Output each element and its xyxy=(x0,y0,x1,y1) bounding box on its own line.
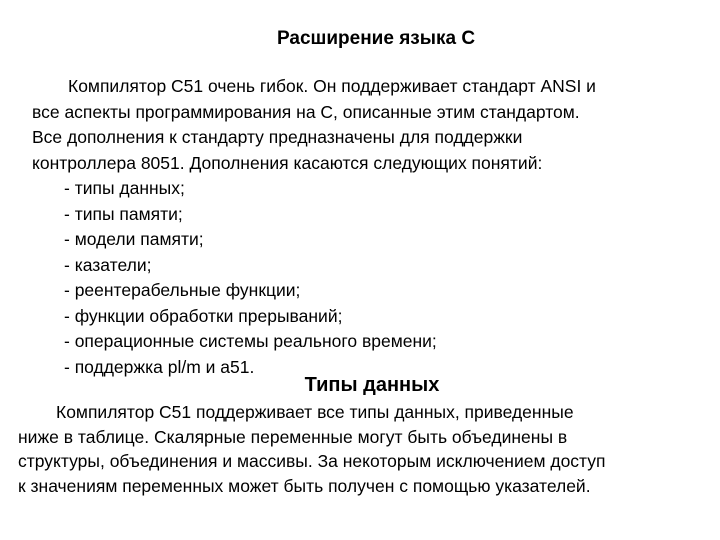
section-line: Компилятор С51 поддерживает все типы данных, приведенные xyxy=(56,402,574,422)
intro-line: контроллера 8051. Дополнения касаются следующих понятий: xyxy=(32,152,543,173)
list-item: - реентерабельные функции; xyxy=(64,280,301,300)
list-item: - типы памяти; xyxy=(64,203,183,224)
intro-paragraph xyxy=(32,74,702,176)
list-item: - модели памяти; xyxy=(64,229,204,249)
list-item: - поддержка pl/m и а51. xyxy=(64,356,255,377)
section-title: Типы данных xyxy=(304,374,440,396)
section-paragraph xyxy=(18,400,708,498)
list-item: - типы данных; xyxy=(64,178,185,198)
list-item: - операционные системы реального времени; xyxy=(64,331,437,351)
intro-line: Компилятор С51 очень гибок. Он поддерживает стандарт ANSI и xyxy=(68,76,596,96)
intro-line: все аспекты программирования на С, описанные этим стандартом. xyxy=(32,101,580,122)
page-title: Расширение языка С xyxy=(276,28,476,49)
section-line: к значениям переменных может быть получен с помощью указателей. xyxy=(18,475,591,496)
intro-line: Все дополнения к стандарту предназначены для поддержки xyxy=(32,127,523,147)
list-item: - казатели; xyxy=(64,254,152,275)
section-line: структуры, объединения и массивы. За некоторым исключением доступ xyxy=(18,451,606,471)
list-item: - функции обработки прерываний; xyxy=(64,305,343,326)
section-line: ниже в таблице. Скалярные переменные могут быть объединены в xyxy=(18,426,568,447)
extensions-list xyxy=(64,176,437,380)
